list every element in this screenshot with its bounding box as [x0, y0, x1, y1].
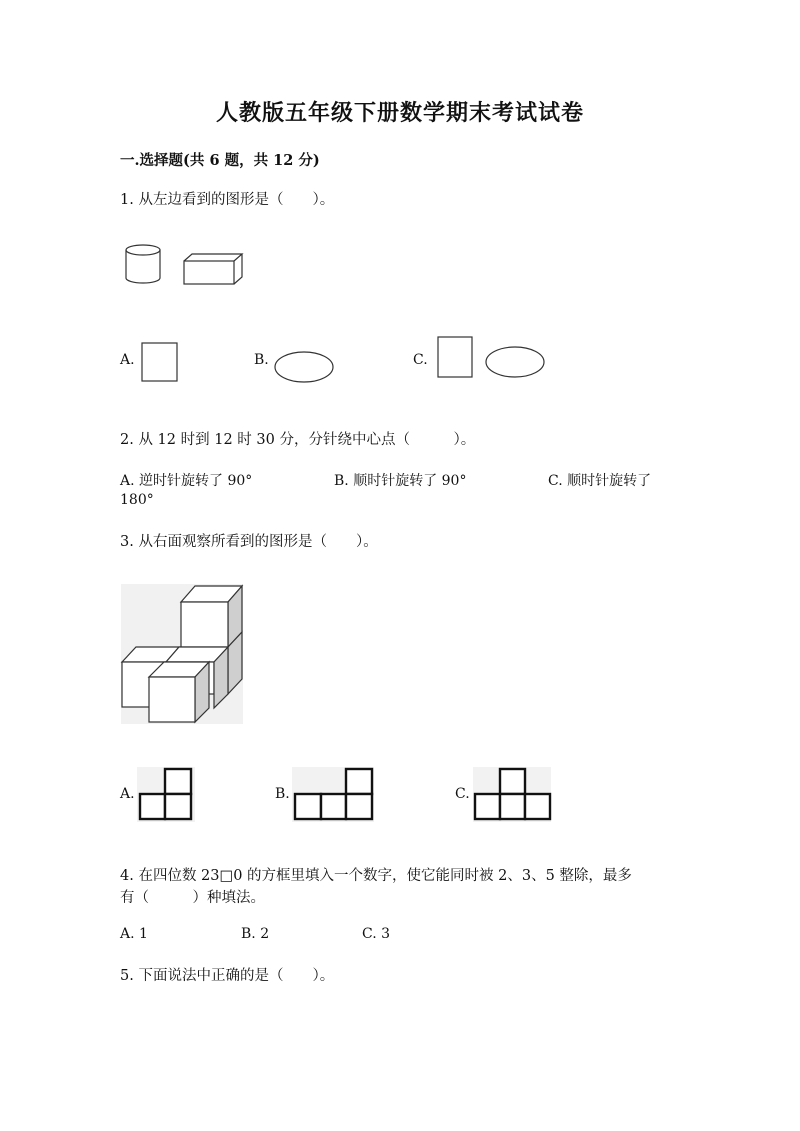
q3-option-c-view[interactable] — [473, 767, 553, 823]
q3-figure-cube-stack — [121, 584, 243, 724]
q1-figure-cylinder-and-cuboid — [120, 240, 250, 290]
q3-option-a-label[interactable]: A. — [120, 786, 135, 802]
exam-title: 人教版五年级下册数学期末考试试卷 — [215, 100, 584, 126]
q3-option-b-label[interactable]: B. — [275, 786, 290, 802]
q2-option-c-continued: 180° — [120, 492, 154, 508]
q2-option-a[interactable]: A. 逆时针旋转了 90° — [120, 473, 253, 489]
q1-option-b-ellipse[interactable] — [273, 350, 337, 386]
q3-option-c-label[interactable]: C. — [455, 786, 470, 802]
cuboid-shape — [184, 254, 242, 284]
q4-option-b[interactable]: B. 2 — [241, 926, 270, 942]
q2-option-c[interactable]: C. 顺时针旋转了 — [548, 473, 652, 489]
q1-option-b-label[interactable]: B. — [254, 352, 269, 368]
q4-option-c[interactable]: C. 3 — [362, 926, 391, 942]
question-5-text: 5. 下面说法中正确的是（ ）。 — [120, 968, 335, 984]
question-3-text: 3. 从右面观察所看到的图形是（ ）。 — [120, 534, 378, 550]
q3-option-b-view[interactable] — [292, 767, 376, 823]
question-4-text-line-1: 4. 在四位数 23□0 的方框里填入一个数字，使它能同时被 2、3、5 整除，最多 — [120, 868, 632, 884]
q2-option-b[interactable]: B. 顺时针旋转了 90° — [334, 473, 467, 489]
q4-option-a[interactable]: A. 1 — [120, 926, 148, 942]
cylinder-shape — [126, 245, 160, 283]
section-heading: 一.选择题(共 6 题，共 12 分) — [120, 152, 320, 169]
q3-option-a-view[interactable] — [137, 767, 197, 823]
q1-option-c-label[interactable]: C. — [413, 352, 428, 368]
q1-option-a-label[interactable]: A. — [120, 352, 135, 368]
q1-option-c-square-and-ellipse[interactable] — [436, 336, 548, 382]
q1-option-a-square[interactable] — [141, 342, 181, 384]
question-2-text: 2. 从 12 时到 12 时 30 分，分针绕中心点（ ）。 — [120, 432, 476, 448]
question-4-text-line-2: 有（ ）种填法。 — [120, 890, 265, 906]
question-1-text: 1. 从左边看到的图形是（ ）。 — [120, 192, 335, 208]
